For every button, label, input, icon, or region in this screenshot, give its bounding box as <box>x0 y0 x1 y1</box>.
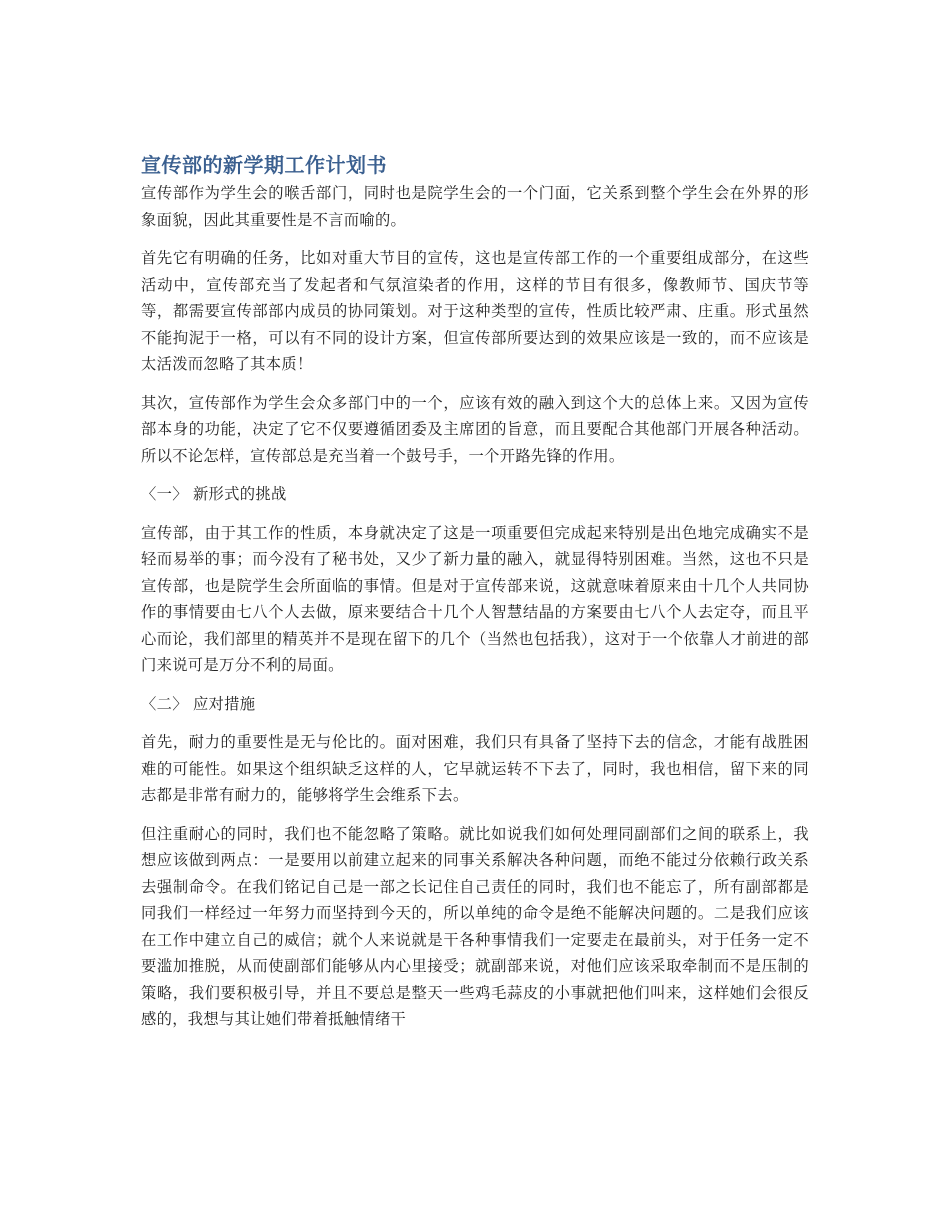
intro-paragraph: 宣传部作为学生会的喉舌部门，同时也是院学生会的一个门面，它关系到整个学生会在外界的形象面貌，因此其重要性是不言而喻的。 <box>141 184 809 229</box>
section2-paragraph: 但注重耐心的同时，我们也不能忽略了策略。就比如说我们如何处理同副部们之间的联系上，我想应该做到两点：一是要用以前建立起来的同事关系解决各种问题，而绝不能过分依赖行政关系去强制命令。在我们铭记自己是一部之长记住自己责任的同时，我们也不能忘了，所有副部都是同我们一样经过一年努力而坚持到今天的，所以单纯的命令是绝不能解决问题的。二是我们应该在工作中建立自己的威信；就个人来说就是干各种事情我们一定要走在最前头，对于任务一定不要滥加推脱，从而使副部们能够从内心里接受；就副部来说，对他们应该采取牵制而不是压制的策略，我们要积极引导，并且不要总是整天一些鸡毛蒜皮的小事就把他们叫来，这样她们会很反感的，我想与其让她们带着抵触情绪干 <box>141 824 809 1028</box>
document-title: 宣传部的新学期工作计划书 <box>141 153 387 177</box>
section-heading-2: 〈二〉 应对措施 <box>141 694 256 713</box>
document-page <box>141 150 809 1045</box>
section-heading-1: 〈一〉 新形式的挑战 <box>141 485 287 503</box>
body-paragraph: 首先它有明确的任务，比如对重大节目的宣传，这也是宣传部工作的一个重要组成部分，在这些活动中，宣传部充当了发起者和气氛渲染者的作用，这样的节目有很多，像教师节、国庆节等等，都需要宣传部部内成员的协同策划。对于这种类型的宣传，性质比较严肃、庄重。形式虽然不能拘泥于一格，可以有不同的设计方案，但宣传部所要达到的效果应该是一致的，而不应该是太活泼而忽略了其本质！ <box>141 249 809 373</box>
body-paragraph: 其次，宣传部作为学生会众多部门中的一个，应该有效的融入到这个大的总体上来。又因为宣传部本身的功能，决定了它不仅要遵循团委及主席团的旨意，而且要配合其他部门开展各种活动。所以不论怎样，宣传部总是充当着一个鼓号手，一个开路先锋的作用。 <box>141 393 809 465</box>
section2-paragraph: 首先，耐力的重要性是无与伦比的。面对困难，我们只有具备了坚持下去的信念，才能有战胜困难的可能性。如果这个组织缺乏这样的人，它早就运转不下去了，同时，我也相信，留下来的同志都是非常有耐力的，能够将学生会维系下去。 <box>141 733 809 804</box>
section1-paragraph: 宣传部，由于其工作的性质，本身就决定了这是一项重要但完成起来特别是出色地完成确实不是轻而易举的事；而今没有了秘书处，又少了新力量的融入，就显得特别困难。当然，这也不只是宣传部，也是院学生会所面临的事情。但是对于宣传部来说，这就意味着原来由十几个人共同协作的事情要由七八个人去做，原来要结合十几个人智慧结晶的方案要由七八个人去定夺，而且平心而论，我们部里的精英并不是现在留下的几个（当然也包括我），这对于一个依靠人才前进的部门来说可是万分不利的局面。 <box>141 523 809 674</box>
